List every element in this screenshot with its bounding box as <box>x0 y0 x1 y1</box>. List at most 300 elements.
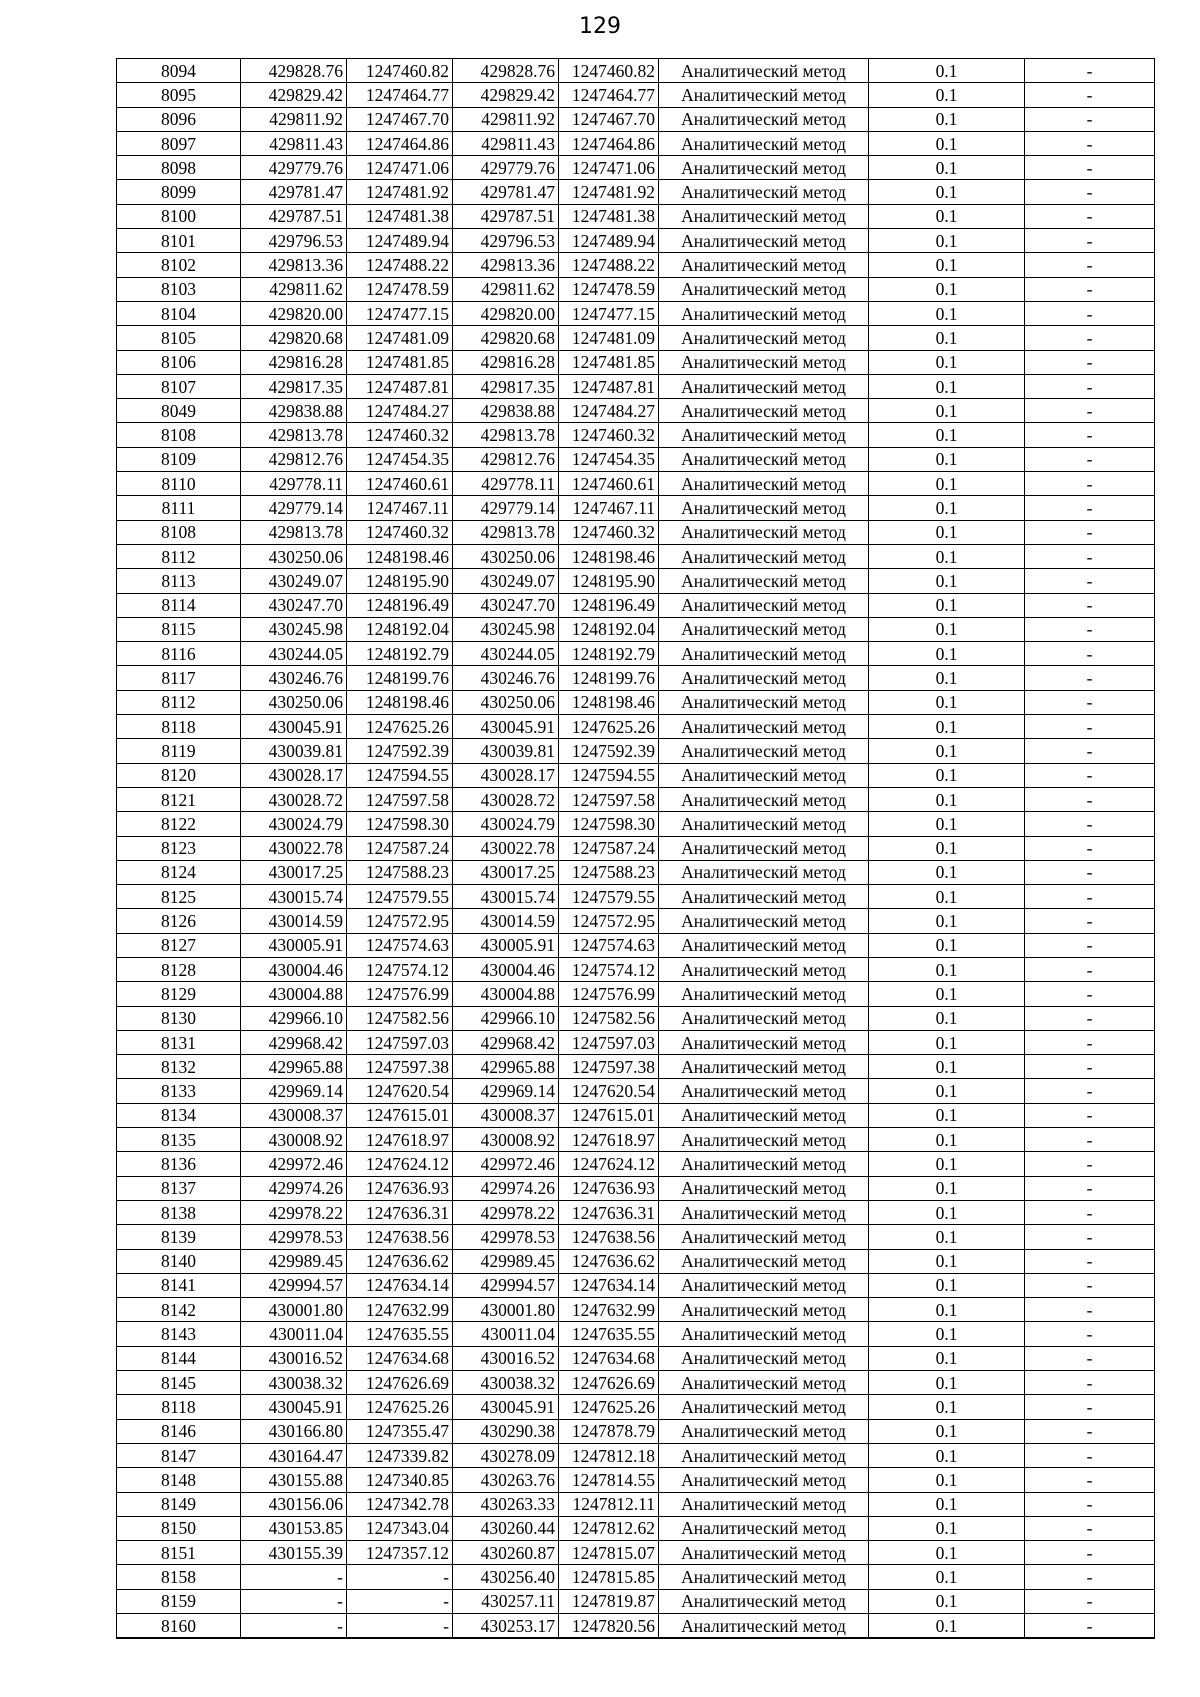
y-old-cell: 1247481.09 <box>347 326 453 350</box>
accuracy-cell: 0.1 <box>869 374 1025 398</box>
x-old-cell: 429820.68 <box>241 326 347 350</box>
method-cell: Аналитический метод <box>659 1468 869 1492</box>
accuracy-cell: 0.1 <box>869 885 1025 909</box>
y-new-cell: 1247587.24 <box>559 836 659 860</box>
y-old-cell: 1248192.79 <box>347 642 453 666</box>
note-cell: - <box>1025 374 1155 398</box>
y-new-cell: 1247598.30 <box>559 812 659 836</box>
accuracy-cell: 0.1 <box>869 1006 1025 1030</box>
x-old-cell: 430004.88 <box>241 982 347 1006</box>
accuracy-cell: 0.1 <box>869 1468 1025 1492</box>
x-old-cell: 430016.52 <box>241 1346 347 1370</box>
x-old-cell: 429965.88 <box>241 1055 347 1079</box>
x-new-cell: 430290.38 <box>453 1419 559 1443</box>
y-old-cell: 1247636.31 <box>347 1200 453 1224</box>
x-old-cell: 429816.28 <box>241 350 347 374</box>
accuracy-cell: 0.1 <box>869 1443 1025 1467</box>
accuracy-cell: 0.1 <box>869 1371 1025 1395</box>
x-old-cell: 429796.53 <box>241 229 347 253</box>
x-new-cell: 430253.17 <box>453 1614 559 1639</box>
table-row <box>117 180 1155 204</box>
method-cell: Аналитический метод <box>659 204 869 228</box>
accuracy-cell: 0.1 <box>869 1395 1025 1419</box>
note-cell: - <box>1025 326 1155 350</box>
x-old-cell: 430249.07 <box>241 569 347 593</box>
point-number-cell: 8118 <box>117 1395 241 1419</box>
table-row <box>117 1395 1155 1419</box>
note-cell: - <box>1025 739 1155 763</box>
accuracy-cell: 0.1 <box>869 131 1025 155</box>
table-row <box>117 423 1155 447</box>
note-cell: - <box>1025 253 1155 277</box>
point-number-cell: 8097 <box>117 131 241 155</box>
note-cell: - <box>1025 1589 1155 1613</box>
y-new-cell: 1247634.14 <box>559 1273 659 1297</box>
method-cell: Аналитический метод <box>659 83 869 107</box>
table-row <box>117 787 1155 811</box>
y-old-cell: 1247454.35 <box>347 447 453 471</box>
y-new-cell: 1247582.56 <box>559 1006 659 1030</box>
x-new-cell: 429816.28 <box>453 350 559 374</box>
y-old-cell: 1247467.11 <box>347 496 453 520</box>
y-old-cell: 1247576.99 <box>347 982 453 1006</box>
y-new-cell: 1248198.46 <box>559 690 659 714</box>
method-cell: Аналитический метод <box>659 739 869 763</box>
x-old-cell: 430004.46 <box>241 957 347 981</box>
note-cell: - <box>1025 787 1155 811</box>
point-number-cell: 8099 <box>117 180 241 204</box>
method-cell: Аналитический метод <box>659 787 869 811</box>
note-cell: - <box>1025 593 1155 617</box>
point-number-cell: 8128 <box>117 957 241 981</box>
note-cell: - <box>1025 1468 1155 1492</box>
x-old-cell: 430245.98 <box>241 617 347 641</box>
y-new-cell: 1247576.99 <box>559 982 659 1006</box>
method-cell: Аналитический метод <box>659 569 869 593</box>
table-row <box>117 1273 1155 1297</box>
accuracy-cell: 0.1 <box>869 739 1025 763</box>
note-cell: - <box>1025 156 1155 180</box>
accuracy-cell: 0.1 <box>869 59 1025 83</box>
accuracy-cell: 0.1 <box>869 253 1025 277</box>
x-new-cell: 430022.78 <box>453 836 559 860</box>
x-new-cell: 430011.04 <box>453 1322 559 1346</box>
x-old-cell: 429813.36 <box>241 253 347 277</box>
x-new-cell: 430008.37 <box>453 1103 559 1127</box>
y-new-cell: 1247481.38 <box>559 204 659 228</box>
y-new-cell: 1247624.12 <box>559 1152 659 1176</box>
point-number-cell: 8102 <box>117 253 241 277</box>
point-number-cell: 8147 <box>117 1443 241 1467</box>
x-new-cell: 430001.80 <box>453 1298 559 1322</box>
note-cell: - <box>1025 1273 1155 1297</box>
x-new-cell: 429972.46 <box>453 1152 559 1176</box>
table-row <box>117 1516 1155 1540</box>
table-body <box>117 59 1155 1639</box>
method-cell: Аналитический метод <box>659 59 869 83</box>
table-row <box>117 933 1155 957</box>
method-cell: Аналитический метод <box>659 836 869 860</box>
accuracy-cell: 0.1 <box>869 1565 1025 1589</box>
y-new-cell: 1247625.26 <box>559 1395 659 1419</box>
method-cell: Аналитический метод <box>659 1055 869 1079</box>
table-row <box>117 957 1155 981</box>
accuracy-cell: 0.1 <box>869 642 1025 666</box>
y-old-cell: 1247632.99 <box>347 1298 453 1322</box>
accuracy-cell: 0.1 <box>869 277 1025 301</box>
table-row <box>117 836 1155 860</box>
y-old-cell: 1247635.55 <box>347 1322 453 1346</box>
y-old-cell: 1247471.06 <box>347 156 453 180</box>
table-row <box>117 326 1155 350</box>
y-old-cell: 1247574.63 <box>347 933 453 957</box>
y-old-cell: 1247597.03 <box>347 1030 453 1054</box>
y-new-cell: 1247467.11 <box>559 496 659 520</box>
y-new-cell: 1247487.81 <box>559 374 659 398</box>
table-row <box>117 812 1155 836</box>
x-old-cell: 430247.70 <box>241 593 347 617</box>
y-new-cell: 1247594.55 <box>559 763 659 787</box>
table-row <box>117 1249 1155 1273</box>
y-old-cell: 1247574.12 <box>347 957 453 981</box>
accuracy-cell: 0.1 <box>869 520 1025 544</box>
x-new-cell: 430249.07 <box>453 569 559 593</box>
x-new-cell: 430257.11 <box>453 1589 559 1613</box>
method-cell: Аналитический метод <box>659 1589 869 1613</box>
method-cell: Аналитический метод <box>659 642 869 666</box>
accuracy-cell: 0.1 <box>869 982 1025 1006</box>
x-new-cell: 430247.70 <box>453 593 559 617</box>
point-number-cell: 8145 <box>117 1371 241 1395</box>
note-cell: - <box>1025 1614 1155 1639</box>
note-cell: - <box>1025 423 1155 447</box>
point-number-cell: 8113 <box>117 569 241 593</box>
method-cell: Аналитический метод <box>659 593 869 617</box>
x-old-cell: 430045.91 <box>241 715 347 739</box>
x-old-cell: 429972.46 <box>241 1152 347 1176</box>
y-new-cell: 1247819.87 <box>559 1589 659 1613</box>
method-cell: Аналитический метод <box>659 860 869 884</box>
accuracy-cell: 0.1 <box>869 617 1025 641</box>
x-old-cell: - <box>241 1614 347 1639</box>
x-old-cell: 430015.74 <box>241 885 347 909</box>
note-cell: - <box>1025 1030 1155 1054</box>
table-row <box>117 909 1155 933</box>
y-new-cell: 1247626.69 <box>559 1371 659 1395</box>
table-row <box>117 982 1155 1006</box>
x-old-cell: 430028.17 <box>241 763 347 787</box>
x-old-cell: 430250.06 <box>241 690 347 714</box>
accuracy-cell: 0.1 <box>869 180 1025 204</box>
point-number-cell: 8116 <box>117 642 241 666</box>
table-row <box>117 1128 1155 1152</box>
table-row <box>117 520 1155 544</box>
x-old-cell: - <box>241 1589 347 1613</box>
y-old-cell: 1247460.82 <box>347 59 453 83</box>
y-old-cell: 1247460.32 <box>347 423 453 447</box>
point-number-cell: 8122 <box>117 812 241 836</box>
x-old-cell: 430166.80 <box>241 1419 347 1443</box>
y-old-cell: - <box>347 1565 453 1589</box>
point-number-cell: 8140 <box>117 1249 241 1273</box>
x-old-cell: 430156.06 <box>241 1492 347 1516</box>
x-new-cell: 429812.76 <box>453 447 559 471</box>
method-cell: Аналитический метод <box>659 1225 869 1249</box>
y-old-cell: 1247481.85 <box>347 350 453 374</box>
x-old-cell: 429978.22 <box>241 1200 347 1224</box>
method-cell: Аналитический метод <box>659 374 869 398</box>
y-old-cell: 1247594.55 <box>347 763 453 787</box>
x-old-cell: 429838.88 <box>241 399 347 423</box>
y-old-cell: 1247597.38 <box>347 1055 453 1079</box>
y-old-cell: 1247357.12 <box>347 1541 453 1565</box>
x-old-cell: 430039.81 <box>241 739 347 763</box>
table-row <box>117 350 1155 374</box>
x-old-cell: 429811.92 <box>241 107 347 131</box>
table-row <box>117 253 1155 277</box>
accuracy-cell: 0.1 <box>869 593 1025 617</box>
table-row <box>117 1225 1155 1249</box>
x-new-cell: 429974.26 <box>453 1176 559 1200</box>
accuracy-cell: 0.1 <box>869 229 1025 253</box>
y-new-cell: 1247454.35 <box>559 447 659 471</box>
note-cell: - <box>1025 59 1155 83</box>
x-new-cell: 429813.78 <box>453 423 559 447</box>
x-new-cell: 430278.09 <box>453 1443 559 1467</box>
note-cell: - <box>1025 1443 1155 1467</box>
method-cell: Аналитический метод <box>659 131 869 155</box>
point-number-cell: 8121 <box>117 787 241 811</box>
table-row <box>117 1419 1155 1443</box>
y-old-cell: 1247634.14 <box>347 1273 453 1297</box>
y-old-cell: 1247339.82 <box>347 1443 453 1467</box>
x-old-cell: 429811.62 <box>241 277 347 301</box>
accuracy-cell: 0.1 <box>869 544 1025 568</box>
point-number-cell: 8133 <box>117 1079 241 1103</box>
point-number-cell: 8135 <box>117 1128 241 1152</box>
y-old-cell: 1247484.27 <box>347 399 453 423</box>
method-cell: Аналитический метод <box>659 326 869 350</box>
y-new-cell: 1247814.55 <box>559 1468 659 1492</box>
table-row <box>117 1614 1155 1639</box>
note-cell: - <box>1025 107 1155 131</box>
x-old-cell: 429811.43 <box>241 131 347 155</box>
accuracy-cell: 0.1 <box>869 1030 1025 1054</box>
table-row <box>117 617 1155 641</box>
x-old-cell: 430014.59 <box>241 909 347 933</box>
x-old-cell: 429813.78 <box>241 520 347 544</box>
x-old-cell: 429781.47 <box>241 180 347 204</box>
x-new-cell: 429989.45 <box>453 1249 559 1273</box>
point-number-cell: 8109 <box>117 447 241 471</box>
point-number-cell: 8100 <box>117 204 241 228</box>
point-number-cell: 8110 <box>117 472 241 496</box>
x-new-cell: 430004.46 <box>453 957 559 981</box>
note-cell: - <box>1025 569 1155 593</box>
point-number-cell: 8117 <box>117 666 241 690</box>
point-number-cell: 8151 <box>117 1541 241 1565</box>
x-new-cell: 429968.42 <box>453 1030 559 1054</box>
x-new-cell: 430038.32 <box>453 1371 559 1395</box>
note-cell: - <box>1025 885 1155 909</box>
x-old-cell: 429812.76 <box>241 447 347 471</box>
point-number-cell: 8126 <box>117 909 241 933</box>
note-cell: - <box>1025 229 1155 253</box>
method-cell: Аналитический метод <box>659 1298 869 1322</box>
method-cell: Аналитический метод <box>659 666 869 690</box>
x-old-cell: 430155.39 <box>241 1541 347 1565</box>
accuracy-cell: 0.1 <box>869 1055 1025 1079</box>
method-cell: Аналитический метод <box>659 1541 869 1565</box>
y-old-cell: 1247597.58 <box>347 787 453 811</box>
y-new-cell: 1247460.82 <box>559 59 659 83</box>
y-old-cell: 1248199.76 <box>347 666 453 690</box>
accuracy-cell: 0.1 <box>869 447 1025 471</box>
y-new-cell: 1247597.38 <box>559 1055 659 1079</box>
note-cell: - <box>1025 1176 1155 1200</box>
y-new-cell: 1247481.92 <box>559 180 659 204</box>
accuracy-cell: 0.1 <box>869 1152 1025 1176</box>
accuracy-cell: 0.1 <box>869 1541 1025 1565</box>
x-old-cell: 430017.25 <box>241 860 347 884</box>
accuracy-cell: 0.1 <box>869 399 1025 423</box>
accuracy-cell: 0.1 <box>869 1298 1025 1322</box>
x-old-cell: 429994.57 <box>241 1273 347 1297</box>
accuracy-cell: 0.1 <box>869 666 1025 690</box>
x-old-cell: 430164.47 <box>241 1443 347 1467</box>
point-number-cell: 8127 <box>117 933 241 957</box>
x-old-cell: 429968.42 <box>241 1030 347 1054</box>
note-cell: - <box>1025 1541 1155 1565</box>
table-row <box>117 83 1155 107</box>
x-new-cell: 430045.91 <box>453 1395 559 1419</box>
x-new-cell: 430039.81 <box>453 739 559 763</box>
note-cell: - <box>1025 1103 1155 1127</box>
point-number-cell: 8158 <box>117 1565 241 1589</box>
point-number-cell: 8108 <box>117 423 241 447</box>
y-new-cell: 1247615.01 <box>559 1103 659 1127</box>
point-number-cell: 8125 <box>117 885 241 909</box>
point-number-cell: 8108 <box>117 520 241 544</box>
accuracy-cell: 0.1 <box>869 301 1025 325</box>
method-cell: Аналитический метод <box>659 253 869 277</box>
method-cell: Аналитический метод <box>659 1395 869 1419</box>
table-row <box>117 1541 1155 1565</box>
note-cell: - <box>1025 1371 1155 1395</box>
table-row <box>117 593 1155 617</box>
method-cell: Аналитический метод <box>659 957 869 981</box>
method-cell: Аналитический метод <box>659 690 869 714</box>
y-old-cell: 1248196.49 <box>347 593 453 617</box>
x-new-cell: 429838.88 <box>453 399 559 423</box>
x-new-cell: 430244.05 <box>453 642 559 666</box>
y-new-cell: 1248198.46 <box>559 544 659 568</box>
accuracy-cell: 0.1 <box>869 1419 1025 1443</box>
y-new-cell: 1247625.26 <box>559 715 659 739</box>
note-cell: - <box>1025 666 1155 690</box>
y-new-cell: 1247481.09 <box>559 326 659 350</box>
y-old-cell: 1247477.15 <box>347 301 453 325</box>
y-new-cell: 1247618.97 <box>559 1128 659 1152</box>
y-old-cell: 1247460.32 <box>347 520 453 544</box>
accuracy-cell: 0.1 <box>869 1516 1025 1540</box>
note-cell: - <box>1025 1298 1155 1322</box>
y-new-cell: 1247634.68 <box>559 1346 659 1370</box>
y-old-cell: 1248198.46 <box>347 690 453 714</box>
note-cell: - <box>1025 1565 1155 1589</box>
point-number-cell: 8130 <box>117 1006 241 1030</box>
note-cell: - <box>1025 520 1155 544</box>
method-cell: Аналитический метод <box>659 1614 869 1639</box>
note-cell: - <box>1025 715 1155 739</box>
x-old-cell: 429779.76 <box>241 156 347 180</box>
accuracy-cell: 0.1 <box>869 156 1025 180</box>
x-new-cell: 430260.44 <box>453 1516 559 1540</box>
accuracy-cell: 0.1 <box>869 472 1025 496</box>
method-cell: Аналитический метод <box>659 496 869 520</box>
point-number-cell: 8143 <box>117 1322 241 1346</box>
table-row <box>117 131 1155 155</box>
note-cell: - <box>1025 812 1155 836</box>
x-old-cell: 429989.45 <box>241 1249 347 1273</box>
table-row <box>117 496 1155 520</box>
y-new-cell: 1247636.62 <box>559 1249 659 1273</box>
note-cell: - <box>1025 1516 1155 1540</box>
method-cell: Аналитический метод <box>659 1322 869 1346</box>
table-row <box>117 374 1155 398</box>
x-old-cell: 430045.91 <box>241 1395 347 1419</box>
y-old-cell: 1247618.97 <box>347 1128 453 1152</box>
x-old-cell: 430011.04 <box>241 1322 347 1346</box>
note-cell: - <box>1025 1079 1155 1103</box>
x-new-cell: 429811.92 <box>453 107 559 131</box>
x-new-cell: 430246.76 <box>453 666 559 690</box>
x-new-cell: 430045.91 <box>453 715 559 739</box>
accuracy-cell: 0.1 <box>869 836 1025 860</box>
y-new-cell: 1247820.56 <box>559 1614 659 1639</box>
table-row <box>117 1006 1155 1030</box>
y-new-cell: 1247636.93 <box>559 1176 659 1200</box>
y-new-cell: 1247815.07 <box>559 1541 659 1565</box>
x-new-cell: 429781.47 <box>453 180 559 204</box>
x-old-cell: 429778.11 <box>241 472 347 496</box>
y-old-cell: 1247343.04 <box>347 1516 453 1540</box>
y-old-cell: - <box>347 1589 453 1613</box>
method-cell: Аналитический метод <box>659 423 869 447</box>
note-cell: - <box>1025 1006 1155 1030</box>
x-new-cell: 430245.98 <box>453 617 559 641</box>
point-number-cell: 8107 <box>117 374 241 398</box>
y-old-cell: 1247467.70 <box>347 107 453 131</box>
x-new-cell: 430015.74 <box>453 885 559 909</box>
y-old-cell: 1247481.38 <box>347 204 453 228</box>
note-cell: - <box>1025 982 1155 1006</box>
accuracy-cell: 0.1 <box>869 763 1025 787</box>
y-new-cell: 1247481.85 <box>559 350 659 374</box>
point-number-cell: 8101 <box>117 229 241 253</box>
x-new-cell: 429978.53 <box>453 1225 559 1249</box>
point-number-cell: 8120 <box>117 763 241 787</box>
table-row <box>117 885 1155 909</box>
x-old-cell: 429828.76 <box>241 59 347 83</box>
x-new-cell: 430017.25 <box>453 860 559 884</box>
y-new-cell: 1248196.49 <box>559 593 659 617</box>
x-old-cell: 429787.51 <box>241 204 347 228</box>
accuracy-cell: 0.1 <box>869 1614 1025 1639</box>
point-number-cell: 8103 <box>117 277 241 301</box>
x-new-cell: 429828.76 <box>453 59 559 83</box>
note-cell: - <box>1025 1152 1155 1176</box>
